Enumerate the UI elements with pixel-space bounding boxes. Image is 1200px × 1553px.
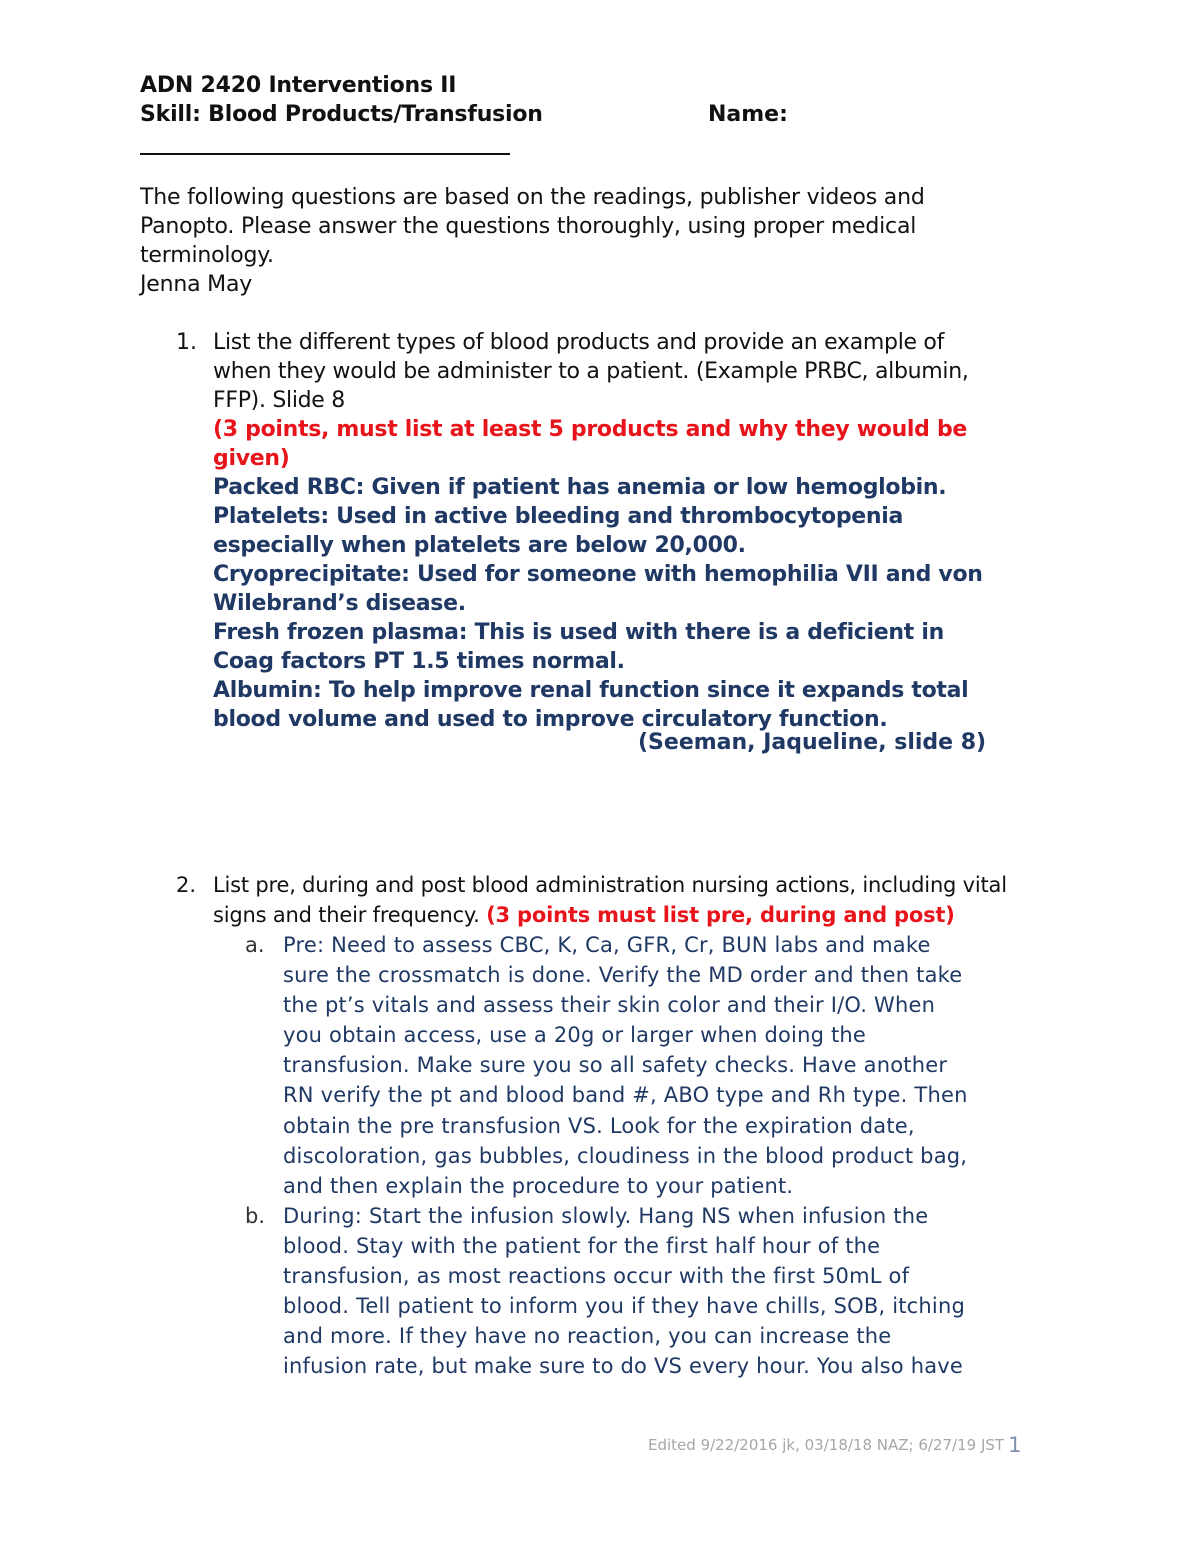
- q2-item-a-letter: a.: [245, 933, 265, 957]
- edit-history: Edited 9/22/2016 jk, 03/18/18 NAZ; 6/27/19 JST: [648, 1436, 1005, 1454]
- q2-item-b-line: transfusion, as most reactions occur with the first 50mL of: [283, 1264, 910, 1289]
- q1-citation: (Seeman, Jaqueline, slide 8): [638, 730, 987, 755]
- q2-item-b: [283, 1201, 1083, 1382]
- q2-item-b-line: and more. If they have no reaction, you can increase the: [283, 1324, 892, 1349]
- q1-answer-line: Albumin: To help improve renal function since it expands total: [213, 678, 969, 703]
- q1-answer-line: Cryoprecipitate: Used for someone with hemophilia VII and von: [213, 562, 983, 587]
- q1-answer-line: blood volume and used to improve circulatory function.: [213, 707, 888, 732]
- q1-prompt-line: FFP). Slide 8: [213, 388, 345, 413]
- question-1: [213, 328, 1093, 734]
- q2-prompt-line: List pre, during and post blood administration nursing actions, including vital: [213, 873, 1007, 897]
- q1-answer-line: especially when platelets are below 20,000.: [213, 533, 746, 558]
- q2-item-a-line: and then explain the procedure to your patient.: [283, 1173, 794, 1198]
- q1-answer-line: Fresh frozen plasma: This is used with there is a deficient in: [213, 620, 944, 645]
- q1-answer-line: Wilebrand’s disease.: [213, 591, 466, 616]
- skill-title: Skill: Blood Products/Transfusion: [140, 102, 543, 127]
- page-footer: [648, 1434, 1021, 1456]
- q1-answer-line: Platelets: Used in active bleeding and thrombocytopenia: [213, 504, 904, 529]
- q2-item-a-line: Pre: Need to assess CBC, K, Ca, GFR, Cr, BUN labs and make: [283, 933, 931, 957]
- name-label: Name:: [708, 102, 788, 127]
- q2-item-b-line: blood. Stay with the patient for the first half hour of the: [283, 1234, 881, 1259]
- intro-line: The following questions are based on the readings, publisher videos and: [140, 185, 925, 210]
- q2-item-b-letter: b.: [245, 1204, 266, 1228]
- q2-item-a: [283, 930, 1083, 1201]
- intro-line: Panopto. Please answer the questions thoroughly, using proper medical: [140, 214, 917, 239]
- page-number: 1: [1008, 1433, 1022, 1457]
- q2-item-b-line: infusion rate, but make sure to do VS every hour. You also have: [283, 1354, 964, 1379]
- q2-points: (3 points must list pre, during and post): [486, 903, 955, 927]
- q2-item-a-line: obtain the pre transfusion VS. Look for the expiration date,: [283, 1113, 915, 1138]
- intro-paragraph: [140, 183, 1040, 299]
- name-underline: [140, 153, 510, 155]
- question-1-number: 1.: [176, 330, 197, 355]
- q2-prompt-line2: [213, 900, 1093, 930]
- q2-item-a-line: discoloration, gas bubbles, cloudiness in the blood product bag,: [283, 1143, 968, 1168]
- q2-item-b-line: During: Start the infusion slowly. Hang NS when infusion the: [283, 1204, 929, 1228]
- q2-item-a-line: the pt’s vitals and assess their skin color and their I/O. When: [283, 993, 936, 1018]
- q1-points-line: given): [213, 446, 290, 471]
- q2-item-a-line: you obtain access, use a 20g or larger when doing the: [283, 1023, 867, 1048]
- intro-line: terminology.: [140, 243, 274, 268]
- q1-answer-line: Coag factors PT 1.5 times normal.: [213, 649, 625, 674]
- q2-prompt-text: signs and their frequency.: [213, 903, 480, 927]
- question-2-number: 2.: [176, 873, 197, 897]
- q2-item-a-line: transfusion. Make sure you so all safety checks. Have another: [283, 1053, 948, 1078]
- q1-points-line: (3 points, must list at least 5 products and why they would be: [213, 417, 968, 442]
- q2-item-a-line: sure the crossmatch is done. Verify the MD order and then take: [283, 963, 963, 988]
- q1-prompt-line: List the different types of blood products and provide an example of: [213, 330, 945, 355]
- q2-item-b-line: blood. Tell patient to inform you if they have chills, SOB, itching: [283, 1294, 966, 1319]
- question-2: [213, 870, 1093, 930]
- q1-prompt-line: when they would be administer to a patient. (Example PRBC, albumin,: [213, 359, 969, 384]
- q1-answer-line: Packed RBC: Given if patient has anemia or low hemoglobin.: [213, 475, 947, 500]
- course-title: ADN 2420 Interventions II: [140, 73, 457, 98]
- student-name: Jenna May: [140, 272, 253, 297]
- q2-item-a-line: RN verify the pt and blood band #, ABO type and Rh type. Then: [283, 1083, 968, 1108]
